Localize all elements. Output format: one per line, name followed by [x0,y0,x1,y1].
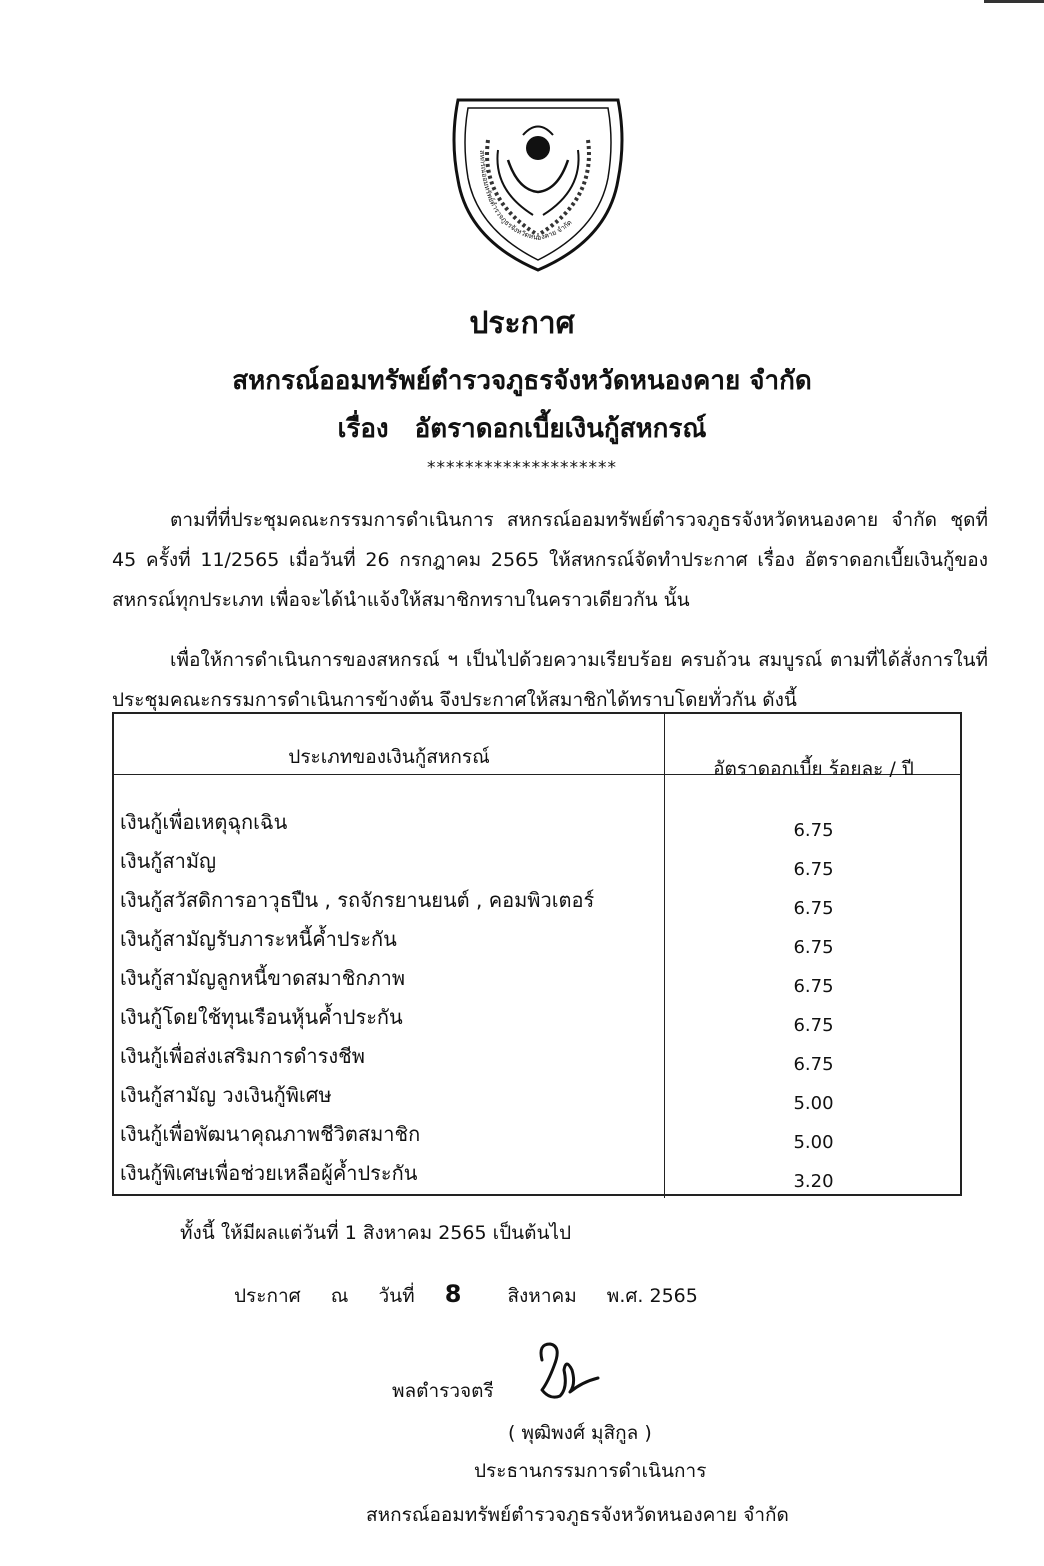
interest-rate-cell: 6.75 [793,1015,834,1036]
organization-name: สหกรณ์ออมทรัพย์ตำรวจภูธรจังหวัดหนองคาย จำกัด [232,366,812,396]
signer-rank: พลตำรวจตรี [392,1380,494,1402]
loan-type-cell: เงินกู้สามัญ วงเงินกู้พิเศษ [120,1083,332,1107]
loan-type-cell: เงินกู้สามัญรับภาระหนี้ค้ำประกัน [120,927,397,951]
announce-date-line [234,1280,722,1311]
interest-rate-cell: 3.20 [793,1171,834,1192]
scan-edge-mark [984,0,1044,3]
loan-rate-table [112,712,962,1196]
subject-text: อัตราดอกเบี้ยเงินกู้สหกรณ์ [414,414,707,444]
announce-day-label: วันที่ [378,1285,415,1307]
signer-name: ( พุฒิพงศ์ มุสิกูล ) [508,1422,652,1444]
announce-prefix: ประกาศ [234,1285,301,1307]
interest-rate-cell: 5.00 [793,1093,834,1114]
signer-position: ประธานกรรมการดำเนินการ [474,1460,707,1482]
announce-at: ณ [330,1285,349,1307]
header-interest-rate: อัตราดอกเบี้ย ร้อยละ / ปี [713,758,914,780]
interest-rate-cell: 5.00 [793,1132,834,1153]
subject-line [0,408,1044,449]
loan-type-cell: เงินกู้สามัญลูกหนี้ขาดสมาชิกภาพ [120,966,406,990]
loan-type-cell: เงินกู้เพื่อเหตุฉุกเฉิน [120,810,288,834]
interest-rate-cell: 6.75 [793,1054,834,1075]
paragraph-2 [112,640,988,720]
loan-type-cell: เงินกู้โดยใช้ทุนเรือนหุ้นค้ำประกัน [120,1005,403,1029]
effective-date-line: ทั้งนี้ ให้มีผลแต่วันที่ 1 สิงหาคม 2565 เป็นต้นไป [180,1222,572,1244]
header-loan-type: ประเภทของเงินกู้สหกรณ์ [288,746,490,768]
paragraph-1-text: ตามที่ที่ประชุมคณะกรรมการดำเนินการ สหกรณ์ออมทรัพย์ตำรวจภูธรจังหวัดหนองคาย จำกัด ชุดที่ 45 ครั้งที่ 11/2565 เมื่อวันที่ 26 กรกฎาคม 2565 ให้สหกรณ์จัดทำประกาศ เรื่อง อัตราดอกเบี้ยเงินกู้ของสหกรณ์ทุกประเภท เพื่อจะได้นำแจ้งให้สมาชิกทราบในคราวเดียวกัน นั้น [112,509,988,611]
signer-organization: สหกรณ์ออมทรัพย์ตำรวจภูธรจังหวัดหนองคาย จำกัด [366,1504,789,1526]
loan-type-cell: เงินกู้เพื่อพัฒนาคุณภาพชีวิตสมาชิก [120,1122,421,1146]
subject-label: เรื่อง [337,414,389,444]
announce-month: สิงหาคม [507,1285,577,1307]
interest-rate-cell: 6.75 [793,859,834,880]
loan-type-cell: เงินกู้เพื่อส่งเสริมการดำรงชีพ [120,1044,365,1068]
interest-rate-cell: 6.75 [793,937,834,958]
paragraph-1 [112,500,988,620]
paragraph-2-text: เพื่อให้การดำเนินการของสหกรณ์ ฯ เป็นไปด้วยความเรียบร้อย ครบถ้วน สมบูรณ์ ตามที่ได้สั่งการในที่ประชุมคณะกรรมการดำเนินการข้างต้น จึงประกาศให้สมาชิกได้ทราบโดยทั่วกัน ดังนี้ [112,649,988,711]
announcement-title: ประกาศ [469,306,575,341]
interest-rate-cell: 6.75 [793,976,834,997]
announce-day: 8 [444,1280,462,1308]
handwritten-signature-icon [520,1330,610,1420]
interest-rate-cell: 6.75 [793,820,834,841]
interest-rate-cell: 6.75 [793,898,834,919]
loan-type-cell: เงินกู้พิเศษเพื่อช่วยเหลือผู้ค้ำประกัน [120,1161,418,1185]
cooperative-emblem-icon [438,80,638,280]
separator-line: ******************** [427,458,617,478]
loan-type-cell: เงินกู้สามัญ [120,849,217,873]
announce-year: พ.ศ. 2565 [606,1285,698,1307]
loan-type-cell: เงินกู้สวัสดิการอาวุธปืน , รถจักรยานยนต์ , คอมพิวเตอร์ [120,888,595,912]
svg-text:สหกรณ์ออมทรัพย์ตำรวจภูธรจังหวั: สหกรณ์ออมทรัพย์ตำรวจภูธรจังหวัดหนองคาย จำกัด [477,149,574,243]
